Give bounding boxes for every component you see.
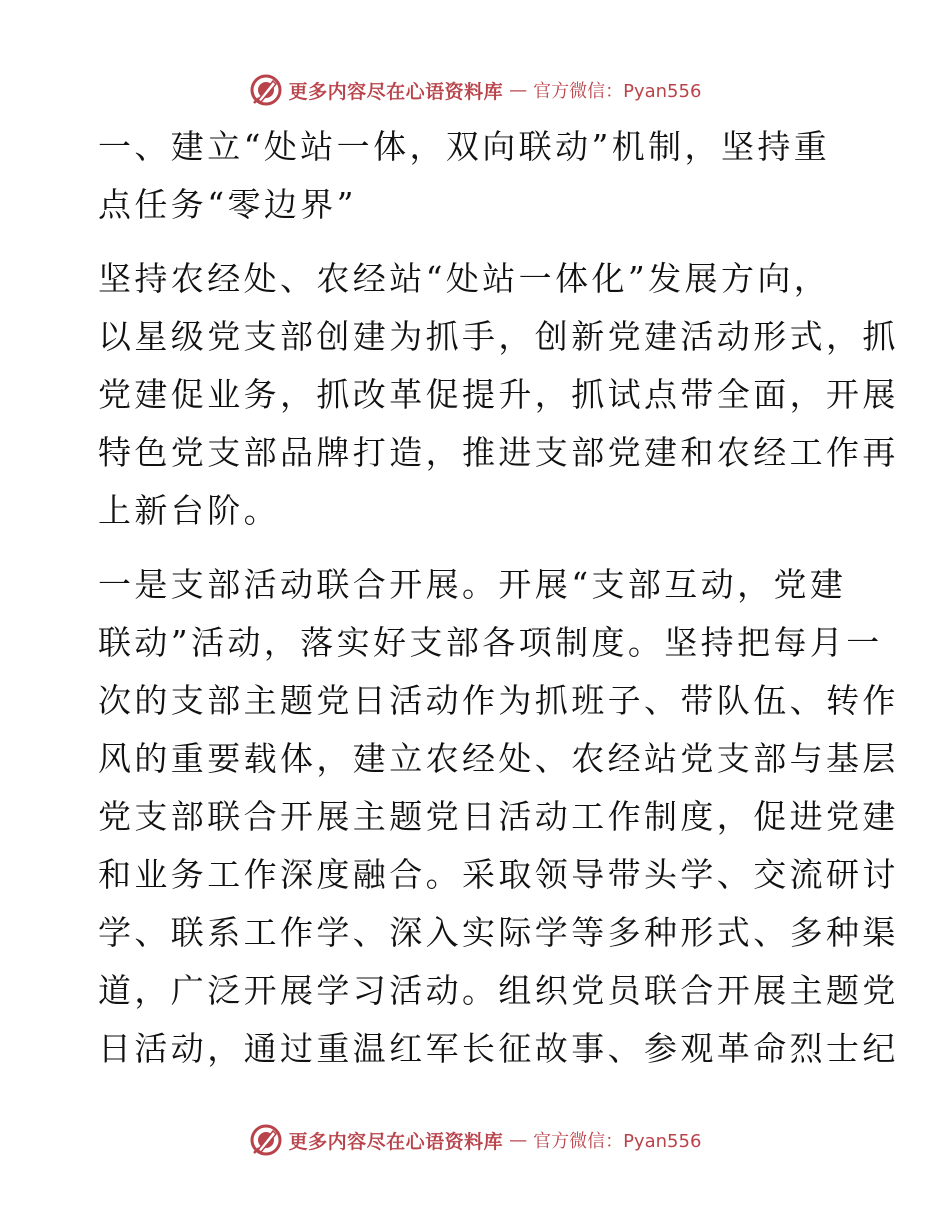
paragraph-2-line-5: 党支部联合开展主题党日活动工作制度，促进党建: [98, 797, 899, 836]
paragraph-2-line-3: 次的支部主题党日活动作为抓班子、带队伍、转作: [98, 681, 899, 720]
pen-seal-icon: [249, 73, 283, 107]
header-banner: [0, 70, 950, 110]
paragraph-1-line-4: 特色党支部品牌打造，推进支部党建和农经工作再: [98, 433, 899, 472]
paragraph-2-line-7: 学、联系工作学、深入实际学等多种形式、多种渠: [98, 913, 899, 952]
paragraph-2-line-8: 道，广泛开展学习活动。组织党员联合开展主题党: [98, 971, 899, 1010]
paragraph-2-line-6: 和业务工作深度融合。采取领导带头学、交流研讨: [98, 855, 899, 894]
paragraph-2-line-2: 联动”活动，落实好支部各项制度。坚持把每月一: [98, 623, 883, 662]
footer-separator: —: [509, 1129, 528, 1151]
paragraph-1-line-5: 上新台阶。: [98, 491, 280, 530]
footer-banner: [0, 1120, 950, 1160]
paragraph-1-line-1: 坚持农经处、农经站“处站一体化”发展方向，: [98, 259, 831, 298]
paragraph-1-line-3: 党建促业务，抓改革促提升，抓试点带全面，开展: [98, 375, 899, 414]
header-wechat-text: 官方微信：Pyan556: [533, 81, 702, 102]
paragraph-2-line-9: 日活动，通过重温红军长征故事、参观革命烈士纪: [98, 1029, 899, 1068]
pen-seal-icon: [249, 1123, 283, 1157]
document-body: [98, 118, 899, 1078]
paragraph-2-line-1: 一是支部活动联合开展。开展“支部互动，党建: [98, 565, 847, 604]
paragraph-2-line-4: 风的重要载体，建立农经处、农经站党支部与基层: [98, 739, 899, 778]
footer-wechat-text: 官方微信：Pyan556: [533, 1131, 702, 1152]
footer-site-text: 更多内容尽在心语资料库: [288, 1130, 504, 1153]
header-separator: —: [509, 79, 528, 101]
heading-line-2: 点任务“零边界”: [98, 185, 357, 224]
paragraph-1-line-2: 以星级党支部创建为抓手，创新党建活动形式，抓: [98, 317, 899, 356]
heading-line-1: 一、建立“处站一体，双向联动”机制，坚持重: [98, 127, 831, 166]
header-site-text: 更多内容尽在心语资料库: [288, 80, 504, 103]
